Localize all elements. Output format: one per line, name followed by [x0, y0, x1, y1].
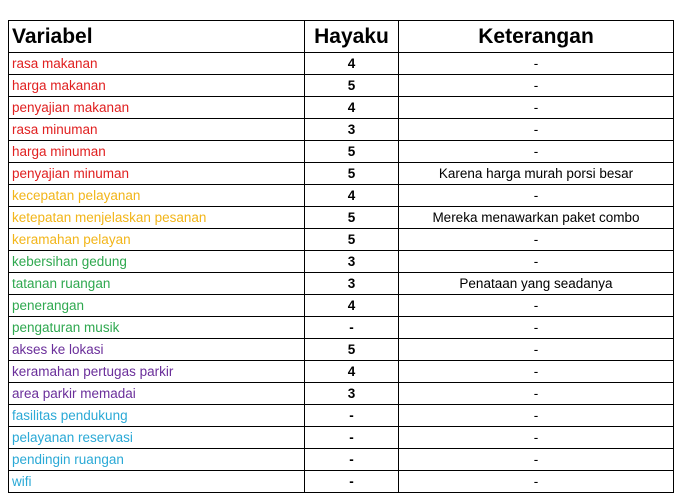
hayaku-cell: 3 — [305, 383, 399, 405]
variabel-cell: keramahan pertugas parkir — [9, 361, 305, 383]
table-row — [9, 317, 674, 339]
variabel-cell: harga minuman — [9, 141, 305, 163]
table-row — [9, 405, 674, 427]
hayaku-cell: 4 — [305, 361, 399, 383]
keterangan-cell: - — [399, 361, 674, 383]
table-row — [9, 163, 674, 185]
variabel-cell: kebersihan gedung — [9, 251, 305, 273]
hayaku-cell: - — [305, 317, 399, 339]
variabel-cell: rasa minuman — [9, 119, 305, 141]
table-row — [9, 383, 674, 405]
variabel-cell: harga makanan — [9, 75, 305, 97]
keterangan-cell: - — [399, 295, 674, 317]
table-body — [9, 53, 674, 493]
table-row — [9, 251, 674, 273]
hayaku-cell: 4 — [305, 185, 399, 207]
hayaku-cell: - — [305, 427, 399, 449]
keterangan-cell: Karena harga murah porsi besar — [399, 163, 674, 185]
table-row — [9, 53, 674, 75]
variabel-cell: area parkir memadai — [9, 383, 305, 405]
hayaku-cell: - — [305, 405, 399, 427]
table-row — [9, 273, 674, 295]
table-row — [9, 295, 674, 317]
keterangan-cell: - — [399, 75, 674, 97]
keterangan-cell: - — [399, 405, 674, 427]
hayaku-cell: 3 — [305, 273, 399, 295]
table-row — [9, 75, 674, 97]
hayaku-cell: 5 — [305, 163, 399, 185]
keterangan-cell: - — [399, 251, 674, 273]
variabel-cell: ketepatan menjelaskan pesanan — [9, 207, 305, 229]
keterangan-cell: - — [399, 471, 674, 493]
variabel-cell: tatanan ruangan — [9, 273, 305, 295]
keterangan-cell: - — [399, 185, 674, 207]
table-row — [9, 207, 674, 229]
hayaku-cell: 4 — [305, 97, 399, 119]
table-row — [9, 97, 674, 119]
evaluation-table — [8, 20, 674, 493]
keterangan-cell: - — [399, 97, 674, 119]
keterangan-cell: - — [399, 449, 674, 471]
keterangan-cell: - — [399, 339, 674, 361]
evaluation-table-container — [8, 20, 674, 493]
hayaku-cell: 5 — [305, 229, 399, 251]
table-row — [9, 361, 674, 383]
variabel-cell: kecepatan pelayanan — [9, 185, 305, 207]
keterangan-cell: - — [399, 229, 674, 251]
header-keterangan: Keterangan — [399, 21, 674, 53]
table-row — [9, 229, 674, 251]
keterangan-cell: - — [399, 119, 674, 141]
hayaku-cell: 3 — [305, 251, 399, 273]
keterangan-cell: Penataan yang seadanya — [399, 273, 674, 295]
keterangan-cell: Mereka menawarkan paket combo — [399, 207, 674, 229]
variabel-cell: pengaturan musik — [9, 317, 305, 339]
table-row — [9, 339, 674, 361]
hayaku-cell: 3 — [305, 119, 399, 141]
table-row — [9, 119, 674, 141]
keterangan-cell: - — [399, 141, 674, 163]
keterangan-cell: - — [399, 383, 674, 405]
table-row — [9, 141, 674, 163]
keterangan-cell: - — [399, 427, 674, 449]
variabel-cell: penerangan — [9, 295, 305, 317]
variabel-cell: fasilitas pendukung — [9, 405, 305, 427]
variabel-cell: akses ke lokasi — [9, 339, 305, 361]
variabel-cell: penyajian minuman — [9, 163, 305, 185]
hayaku-cell: - — [305, 471, 399, 493]
table-header — [9, 21, 674, 53]
header-hayaku: Hayaku — [305, 21, 399, 53]
header-variabel: Variabel — [9, 21, 305, 53]
variabel-cell: keramahan pelayan — [9, 229, 305, 251]
variabel-cell: rasa makanan — [9, 53, 305, 75]
keterangan-cell: - — [399, 53, 674, 75]
keterangan-cell: - — [399, 317, 674, 339]
variabel-cell: wifi — [9, 471, 305, 493]
hayaku-cell: 5 — [305, 339, 399, 361]
hayaku-cell: 5 — [305, 75, 399, 97]
header-row — [9, 21, 674, 53]
variabel-cell: penyajian makanan — [9, 97, 305, 119]
variabel-cell: pelayanan reservasi — [9, 427, 305, 449]
hayaku-cell: 4 — [305, 295, 399, 317]
table-row — [9, 185, 674, 207]
hayaku-cell: 4 — [305, 53, 399, 75]
hayaku-cell: 5 — [305, 207, 399, 229]
hayaku-cell: - — [305, 449, 399, 471]
table-row — [9, 427, 674, 449]
table-row — [9, 471, 674, 493]
variabel-cell: pendingin ruangan — [9, 449, 305, 471]
table-row — [9, 449, 674, 471]
hayaku-cell: 5 — [305, 141, 399, 163]
